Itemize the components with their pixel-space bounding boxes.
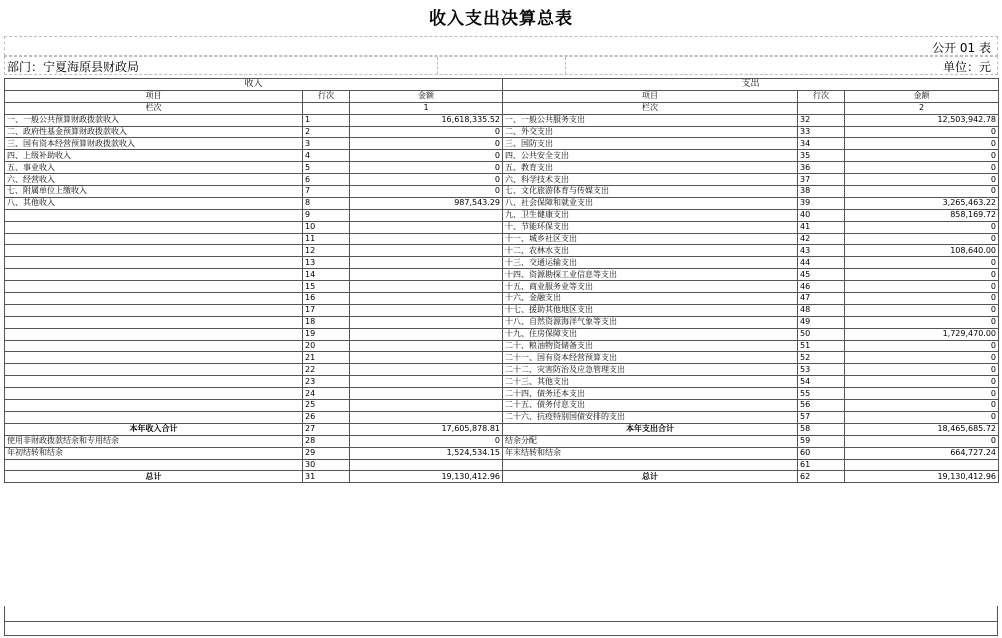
income-amount-cell (350, 340, 503, 352)
income-line-cell: 2 (303, 126, 350, 138)
form-number: 公开 01 表 (932, 41, 991, 55)
income-item-cell (5, 328, 303, 340)
income-amount-cell (350, 233, 503, 245)
expense-amount-cell: 0 (845, 186, 999, 198)
expense-amount-cell: 0 (845, 435, 999, 447)
income-item-cell (5, 340, 303, 352)
income-item-cell (5, 352, 303, 364)
income-item-cell: 二、政府性基金预算财政拨款收入 (5, 126, 303, 138)
income-line-cell: 5 (303, 162, 350, 174)
expense-line-cell: 54 (798, 376, 845, 388)
income-amount-cell: 17,605,878.81 (350, 423, 503, 435)
expense-line-cell: 56 (798, 400, 845, 412)
expense-item-cell: 二十一、国有资本经营预算支出 (503, 352, 798, 364)
expense-item-cell: 五、教育支出 (503, 162, 798, 174)
income-item-cell (5, 281, 303, 293)
income-amount-cell (350, 388, 503, 400)
table-row (5, 114, 999, 126)
income-amount-cell (350, 400, 503, 412)
income-line-cell: 7 (303, 186, 350, 198)
table-row (5, 316, 999, 328)
expense-amount-cell: 19,130,412.96 (845, 471, 999, 483)
expense-item-cell: 本年支出合计 (503, 423, 798, 435)
expense-item-cell: 一、一般公共服务支出 (503, 114, 798, 126)
expense-line-cell: 41 (798, 221, 845, 233)
expense-item-cell: 九、卫生健康支出 (503, 209, 798, 221)
expense-amount-cell: 664,727.24 (845, 447, 999, 459)
income-line-cell: 1 (303, 114, 350, 126)
income-item-cell: 六、经营收入 (5, 174, 303, 186)
income-amount-cell (350, 364, 503, 376)
expense-amount-cell: 0 (845, 233, 999, 245)
income-amount-cell (350, 293, 503, 305)
expense-amount-cell: 0 (845, 316, 999, 328)
income-item-cell (5, 376, 303, 388)
expense-amount-cell: 0 (845, 281, 999, 293)
income-line-cell: 10 (303, 221, 350, 233)
income-item-header: 项目 (5, 90, 303, 102)
income-line-cell: 16 (303, 293, 350, 305)
income-item-cell (5, 293, 303, 305)
expense-line-cell: 52 (798, 352, 845, 364)
expense-item-cell: 十九、住房保障支出 (503, 328, 798, 340)
column-header-row (5, 90, 999, 102)
expense-line-cell: 47 (798, 293, 845, 305)
expense-amount-cell: 18,465,685.72 (845, 423, 999, 435)
table-body (5, 114, 999, 483)
table-footer-space (4, 606, 998, 622)
expense-section-header: 支出 (503, 79, 999, 91)
expense-amount-cell: 0 (845, 411, 999, 423)
income-item-cell: 本年收入合计 (5, 423, 303, 435)
expense-item-cell: 十二、农林水支出 (503, 245, 798, 257)
table-row (5, 257, 999, 269)
expense-line-cell: 61 (798, 459, 845, 471)
expense-line-cell: 49 (798, 316, 845, 328)
table-row (5, 293, 999, 305)
index-row (5, 102, 999, 114)
income-line-cell: 26 (303, 411, 350, 423)
income-amount-cell (350, 245, 503, 257)
expense-line-cell: 42 (798, 233, 845, 245)
expense-item-cell: 六、科学技术支出 (503, 174, 798, 186)
table-row (5, 269, 999, 281)
divider (565, 57, 566, 74)
department-bar (4, 56, 998, 75)
income-item-cell (5, 233, 303, 245)
expense-line-cell: 40 (798, 209, 845, 221)
income-item-cell: 五、事业收入 (5, 162, 303, 174)
income-line-header: 行次 (303, 90, 350, 102)
table-row (5, 304, 999, 316)
expense-item-cell: 二十四、债务还本支出 (503, 388, 798, 400)
expense-line-cell: 48 (798, 304, 845, 316)
income-item-cell (5, 304, 303, 316)
table-row (5, 221, 999, 233)
table-row (5, 126, 999, 138)
income-amount-cell: 0 (350, 150, 503, 162)
income-item-cell (5, 364, 303, 376)
expense-item-cell: 二十二、灾害防治及应急管理支出 (503, 364, 798, 376)
income-line-cell: 23 (303, 376, 350, 388)
income-line-cell: 27 (303, 423, 350, 435)
expense-amount-cell: 858,169.72 (845, 209, 999, 221)
income-line-cell: 18 (303, 316, 350, 328)
expense-item-cell: 四、公共安全支出 (503, 150, 798, 162)
table-row (5, 447, 999, 459)
expense-amount-cell: 0 (845, 376, 999, 388)
table-row (5, 281, 999, 293)
expense-amount-cell: 0 (845, 352, 999, 364)
table-row (5, 471, 999, 483)
income-amount-cell: 0 (350, 174, 503, 186)
table-row (5, 435, 999, 447)
expense-line-cell: 46 (798, 281, 845, 293)
expense-amount-header: 金额 (845, 90, 999, 102)
table-row (5, 364, 999, 376)
expense-item-cell: 年末结转和结余 (503, 447, 798, 459)
table-row (5, 233, 999, 245)
expense-amount-cell: 0 (845, 174, 999, 186)
table-row (5, 423, 999, 435)
expense-line-cell: 44 (798, 257, 845, 269)
income-line-cell: 17 (303, 304, 350, 316)
table-row (5, 459, 999, 471)
expense-amount-cell: 0 (845, 304, 999, 316)
expense-item-header: 项目 (503, 90, 798, 102)
expense-item-cell: 二十、粮油物资储备支出 (503, 340, 798, 352)
expense-line-cell: 58 (798, 423, 845, 435)
income-line-cell: 19 (303, 328, 350, 340)
income-amount-cell: 16,618,335.52 (350, 114, 503, 126)
form-number-bar (4, 36, 998, 56)
income-amount-cell: 987,543.29 (350, 197, 503, 209)
income-amount-cell: 0 (350, 126, 503, 138)
expense-item-cell: 十一、城乡社区支出 (503, 233, 798, 245)
expense-item-cell (503, 459, 798, 471)
income-line-cell: 21 (303, 352, 350, 364)
income-line-cell: 30 (303, 459, 350, 471)
expense-index-line (798, 102, 845, 114)
expense-item-cell: 三、国防支出 (503, 138, 798, 150)
income-line-cell: 14 (303, 269, 350, 281)
expense-item-cell: 十三、交通运输支出 (503, 257, 798, 269)
income-line-cell: 9 (303, 209, 350, 221)
income-line-cell: 8 (303, 197, 350, 209)
table-row (5, 245, 999, 257)
expense-amount-cell: 0 (845, 162, 999, 174)
expense-amount-cell: 1,729,470.00 (845, 328, 999, 340)
income-amount-cell: 19,130,412.96 (350, 471, 503, 483)
income-amount-cell (350, 316, 503, 328)
table-footer-space (4, 622, 998, 636)
income-amount-cell: 0 (350, 162, 503, 174)
expense-item-cell: 八、社会保障和就业支出 (503, 197, 798, 209)
expense-item-cell: 总计 (503, 471, 798, 483)
income-item-cell (5, 316, 303, 328)
expense-item-cell: 结余分配 (503, 435, 798, 447)
expense-amount-cell: 0 (845, 221, 999, 233)
expense-index-col: 2 (845, 102, 999, 114)
income-amount-cell (350, 352, 503, 364)
income-item-cell (5, 245, 303, 257)
income-line-cell: 6 (303, 174, 350, 186)
unit-label: 单位：元 (942, 60, 991, 74)
table-row (5, 388, 999, 400)
income-line-cell: 29 (303, 447, 350, 459)
income-index-line (303, 102, 350, 114)
expense-item-cell: 七、文化旅游体育与传媒支出 (503, 186, 798, 198)
table-row (5, 411, 999, 423)
expense-index-label: 栏次 (503, 102, 798, 114)
expense-item-cell: 十六、金融支出 (503, 293, 798, 305)
income-index-label: 栏次 (5, 102, 303, 114)
income-line-cell: 11 (303, 233, 350, 245)
income-item-cell (5, 221, 303, 233)
income-item-cell: 一、一般公共预算财政拨款收入 (5, 114, 303, 126)
table-row (5, 376, 999, 388)
income-amount-cell (350, 376, 503, 388)
expense-item-cell: 二、外交支出 (503, 126, 798, 138)
income-amount-cell (350, 459, 503, 471)
expense-line-cell: 32 (798, 114, 845, 126)
expense-line-cell: 60 (798, 447, 845, 459)
expense-amount-cell: 3,265,463.22 (845, 197, 999, 209)
expense-line-cell: 50 (798, 328, 845, 340)
income-amount-header: 金额 (350, 90, 503, 102)
income-amount-cell (350, 209, 503, 221)
income-item-cell (5, 257, 303, 269)
table-row (5, 328, 999, 340)
income-section-header: 收入 (5, 79, 503, 91)
income-line-cell: 4 (303, 150, 350, 162)
expense-amount-cell: 0 (845, 126, 999, 138)
income-item-cell: 四、上级补助收入 (5, 150, 303, 162)
expense-line-cell: 33 (798, 126, 845, 138)
expense-amount-cell: 0 (845, 293, 999, 305)
expense-line-cell: 43 (798, 245, 845, 257)
budget-summary-table (4, 78, 999, 483)
expense-line-cell: 34 (798, 138, 845, 150)
table-row (5, 162, 999, 174)
expense-line-cell: 35 (798, 150, 845, 162)
income-amount-cell (350, 411, 503, 423)
income-item-cell (5, 400, 303, 412)
expense-amount-cell: 0 (845, 388, 999, 400)
income-line-cell: 15 (303, 281, 350, 293)
expense-amount-cell: 0 (845, 340, 999, 352)
income-amount-cell (350, 304, 503, 316)
expense-line-cell: 38 (798, 186, 845, 198)
expense-amount-cell: 0 (845, 138, 999, 150)
income-line-cell: 20 (303, 340, 350, 352)
table-row (5, 400, 999, 412)
income-line-cell: 24 (303, 388, 350, 400)
income-amount-cell (350, 328, 503, 340)
income-line-cell: 28 (303, 435, 350, 447)
expense-line-cell: 37 (798, 174, 845, 186)
expense-line-cell: 45 (798, 269, 845, 281)
income-index-col: 1 (350, 102, 503, 114)
table-row (5, 174, 999, 186)
expense-item-cell: 十、节能环保支出 (503, 221, 798, 233)
section-header-row (5, 79, 999, 91)
expense-item-cell: 十四、资源勘探工业信息等支出 (503, 269, 798, 281)
income-item-cell: 年初结转和结余 (5, 447, 303, 459)
expense-item-cell: 二十三、其他支出 (503, 376, 798, 388)
expense-line-cell: 39 (798, 197, 845, 209)
income-item-cell: 八、其他收入 (5, 197, 303, 209)
income-amount-cell (350, 257, 503, 269)
expense-line-cell: 51 (798, 340, 845, 352)
income-amount-cell: 0 (350, 138, 503, 150)
expense-line-cell: 55 (798, 388, 845, 400)
income-item-cell: 使用非财政拨款结余和专用结余 (5, 435, 303, 447)
table-row (5, 209, 999, 221)
income-amount-cell (350, 269, 503, 281)
expense-item-cell: 十八、自然资源海洋气象等支出 (503, 316, 798, 328)
income-line-cell: 13 (303, 257, 350, 269)
expense-item-cell: 二十五、债务付息支出 (503, 400, 798, 412)
income-amount-cell (350, 221, 503, 233)
income-line-cell: 22 (303, 364, 350, 376)
income-item-cell (5, 209, 303, 221)
expense-line-cell: 59 (798, 435, 845, 447)
income-item-cell (5, 411, 303, 423)
expense-amount-cell: 0 (845, 400, 999, 412)
report-title: 收入支出决算总表 (429, 9, 573, 29)
expense-amount-cell: 12,503,942.78 (845, 114, 999, 126)
expense-line-cell: 57 (798, 411, 845, 423)
expense-amount-cell: 108,640.00 (845, 245, 999, 257)
income-item-cell (5, 388, 303, 400)
expense-item-cell: 十七、援助其他地区支出 (503, 304, 798, 316)
expense-amount-cell: 0 (845, 364, 999, 376)
table-row (5, 138, 999, 150)
table-row (5, 186, 999, 198)
table-row (5, 150, 999, 162)
table-row (5, 197, 999, 209)
income-item-cell (5, 459, 303, 471)
income-item-cell (5, 269, 303, 281)
expense-item-cell: 二十六、抗疫特别国债安排的支出 (503, 411, 798, 423)
income-item-cell: 三、国有资本经营预算财政拨款收入 (5, 138, 303, 150)
table-row (5, 352, 999, 364)
income-item-cell: 总计 (5, 471, 303, 483)
income-line-cell: 25 (303, 400, 350, 412)
expense-line-cell: 62 (798, 471, 845, 483)
department-label: 部门：宁夏海原县财政局 (7, 60, 140, 74)
expense-item-cell: 十五、商业服务业等支出 (503, 281, 798, 293)
income-line-cell: 12 (303, 245, 350, 257)
table-row (5, 340, 999, 352)
divider (437, 57, 438, 74)
income-line-cell: 31 (303, 471, 350, 483)
expense-amount-cell: 0 (845, 269, 999, 281)
expense-amount-cell: 0 (845, 150, 999, 162)
income-amount-cell (350, 281, 503, 293)
expense-line-cell: 53 (798, 364, 845, 376)
expense-amount-cell: 0 (845, 257, 999, 269)
income-line-cell: 3 (303, 138, 350, 150)
income-item-cell: 七、附属单位上缴收入 (5, 186, 303, 198)
income-amount-cell: 0 (350, 186, 503, 198)
income-amount-cell: 0 (350, 435, 503, 447)
expense-line-cell: 36 (798, 162, 845, 174)
expense-amount-cell (845, 459, 999, 471)
income-amount-cell: 1,524,534.15 (350, 447, 503, 459)
expense-line-header: 行次 (798, 90, 845, 102)
